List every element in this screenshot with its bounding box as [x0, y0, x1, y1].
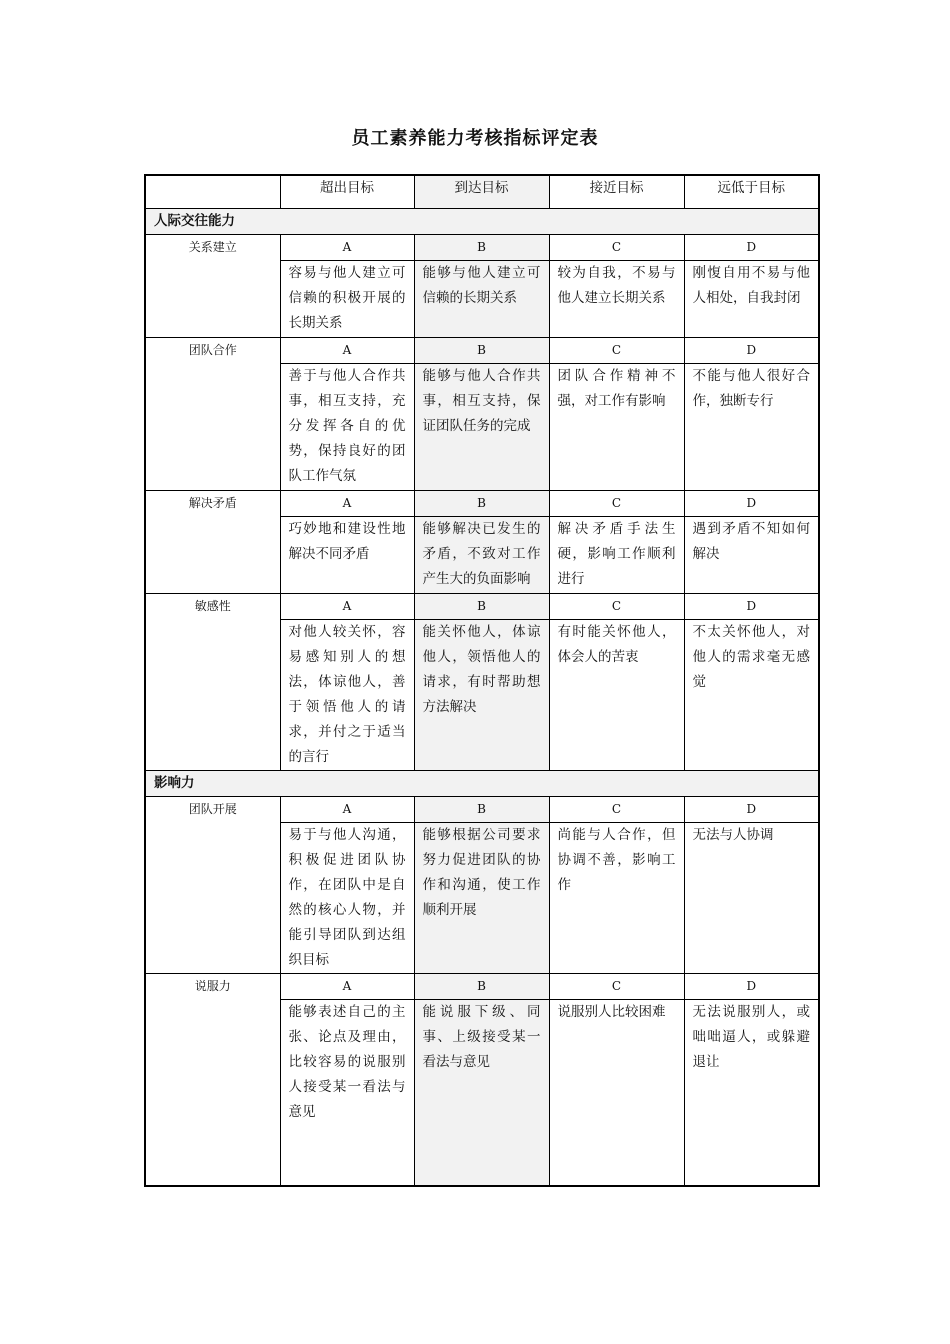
header-corner	[145, 175, 280, 209]
grade-label: A	[280, 338, 414, 364]
description-cell: 能够与他人建立可信赖的长期关系	[414, 261, 549, 338]
description-cell: 善于与他人合作共事，相互支持，充分发挥各自的优势，保持良好的团队工作气氛	[280, 364, 414, 491]
grade-row	[145, 338, 819, 364]
grade-label: D	[684, 594, 819, 620]
grade-row	[145, 491, 819, 517]
grade-label: D	[684, 338, 819, 364]
grade-label: C	[549, 235, 684, 261]
grade-label: B	[414, 235, 549, 261]
grade-label: B	[414, 338, 549, 364]
grade-row	[145, 974, 819, 1000]
description-cell: 团队合作精神不强，对工作有影响	[549, 364, 684, 491]
description-cell: 较为自我，不易与他人建立长期关系	[549, 261, 684, 338]
description-cell: 刚愎自用不易与他人相处，自我封闭	[684, 261, 819, 338]
item-name: 敏感性	[145, 594, 280, 771]
header-level: 接近目标	[549, 175, 684, 209]
grade-row	[145, 594, 819, 620]
description-cell: 能说服下级、同事、上级接受某一看法与意见	[414, 1000, 549, 1186]
description-cell: 巧妙地和建设性地解决不同矛盾	[280, 517, 414, 594]
grade-label: A	[280, 797, 414, 823]
evaluation-table	[144, 174, 820, 1187]
description-cell: 能够解决已发生的矛盾，不致对工作产生大的负面影响	[414, 517, 549, 594]
description-cell: 尚能与人合作，但协调不善，影响工作	[549, 823, 684, 974]
description-cell: 无法说服别人，或咄咄逼人，或躲避退让	[684, 1000, 819, 1186]
description-cell: 能够根据公司要求努力促进团队的协作和沟通，使工作顺利开展	[414, 823, 549, 974]
description-cell: 解决矛盾手法生硬，影响工作顺利进行	[549, 517, 684, 594]
header-row	[145, 175, 819, 209]
header-level: 超出目标	[280, 175, 414, 209]
description-cell: 无法与人协调	[684, 823, 819, 974]
grade-label: A	[280, 974, 414, 1000]
grade-label: C	[549, 594, 684, 620]
grade-label: C	[549, 338, 684, 364]
grade-row	[145, 235, 819, 261]
description-cell: 遇到矛盾不知如何解决	[684, 517, 819, 594]
header-level: 到达目标	[414, 175, 549, 209]
grade-row	[145, 797, 819, 823]
description-cell: 有时能关怀他人，体会人的苦衷	[549, 620, 684, 771]
grade-label: D	[684, 235, 819, 261]
description-cell: 能够表述自己的主张、论点及理由，比较容易的说服别人接受某一看法与意见	[280, 1000, 414, 1186]
item-name: 解决矛盾	[145, 491, 280, 594]
section-row	[145, 771, 819, 797]
grade-label: A	[280, 491, 414, 517]
grade-label: D	[684, 974, 819, 1000]
grade-label: A	[280, 594, 414, 620]
item-name: 团队合作	[145, 338, 280, 491]
description-cell: 能关怀他人，体谅他人，领悟他人的请求，有时帮助想方法解决	[414, 620, 549, 771]
description-cell: 易于与他人沟通，积极促进团队协作，在团队中是自然的核心人物，并能引导团队到达组织目标	[280, 823, 414, 974]
grade-label: D	[684, 797, 819, 823]
section-title: 人际交往能力	[145, 209, 819, 235]
section-row	[145, 209, 819, 235]
grade-label: D	[684, 491, 819, 517]
description-cell: 说服别人比较困难	[549, 1000, 684, 1186]
description-cell: 对他人较关怀，容易感知别人的想法，体谅他人，善于领悟他人的请求，并付之于适当的言行	[280, 620, 414, 771]
description-cell: 容易与他人建立可信赖的积极开展的长期关系	[280, 261, 414, 338]
grade-label: C	[549, 974, 684, 1000]
grade-label: B	[414, 491, 549, 517]
description-cell: 不能与他人很好合作，独断专行	[684, 364, 819, 491]
grade-label: B	[414, 797, 549, 823]
item-name: 说服力	[145, 974, 280, 1186]
grade-label: A	[280, 235, 414, 261]
item-name: 关系建立	[145, 235, 280, 338]
description-cell: 能够与他人合作共事，相互支持，保证团队任务的完成	[414, 364, 549, 491]
grade-label: C	[549, 797, 684, 823]
grade-label: B	[414, 594, 549, 620]
description-cell: 不太关怀他人，对他人的需求毫无感觉	[684, 620, 819, 771]
item-name: 团队开展	[145, 797, 280, 974]
grade-label: B	[414, 974, 549, 1000]
header-level: 远低于目标	[684, 175, 819, 209]
grade-label: C	[549, 491, 684, 517]
page-title: 员工素养能力考核指标评定表	[351, 128, 599, 149]
section-title: 影响力	[145, 771, 819, 797]
